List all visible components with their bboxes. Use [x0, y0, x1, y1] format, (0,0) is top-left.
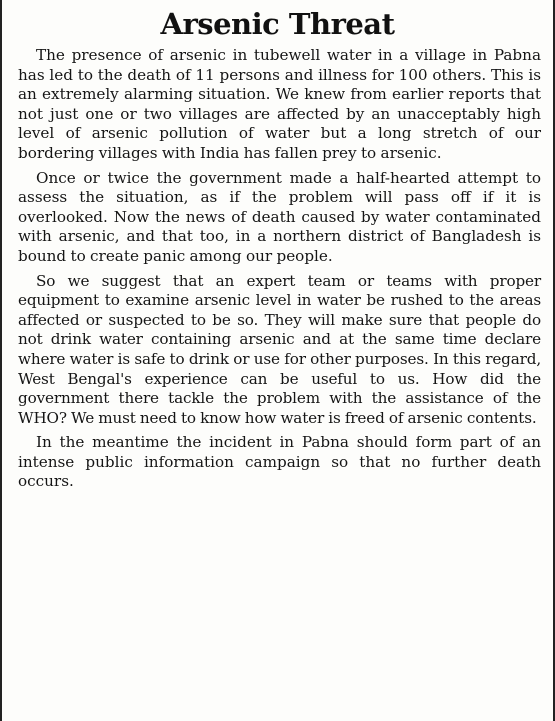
article-paragraph-4: In the meantime the incident in Pabna should form part of an intense public information campaign so that no further death occurs. [18, 433, 541, 491]
article-headline: Arsenic Threat [160, 7, 395, 41]
article-paragraph-1: The presence of arsenic in tubewell water in a village in Pabna has led to the death of 11 persons and illness for 100 others. This is an extremely alarming situation. We knew from earlier reports that not just one or two villages are affected by an unacceptably high level of arsenic pollution of water but a long stretch of our bordering villages with India has fallen prey to arsenic. [18, 46, 541, 162]
article-paragraph-3: So we suggest that an expert team or teams with proper equipment to examine arsenic level in water be rushed to the areas affected or suspected to be so. They will make sure that people do not drink water containing arsenic and at the same time declare where water is safe to drink or use for other purposes. In this regard, West Bengal's experience can be useful to us. How did the government there tackle the problem with the assistance of the WHO? We must need to know how water is freed of arsenic contents. [18, 271, 541, 427]
article-body [2, 46, 553, 492]
article-paragraph-2: Once or twice the government made a half-hearted attempt to assess the situation, as if the problem will pass off if it is overlooked. Now the news of death caused by water contaminated with arsenic, and that too, in a northern district of Bangladesh is bound to create panic among our people. [18, 168, 541, 265]
